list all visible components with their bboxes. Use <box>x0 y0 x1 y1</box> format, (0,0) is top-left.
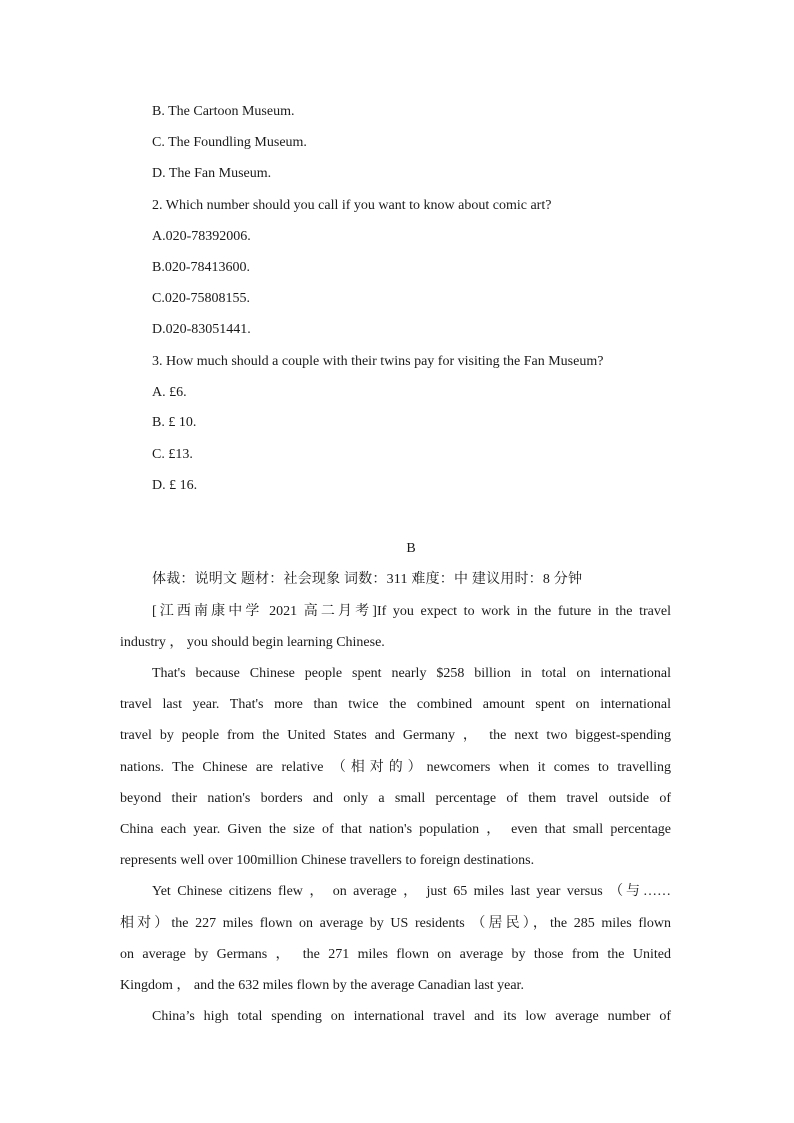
paragraph-line: travel by people from the United States and Germany ， the next two biggest-spending <box>120 728 671 743</box>
q2-stem: 2. Which number should you call if you want to know about comic art? <box>152 198 552 213</box>
paragraph-line: China’s high total spending on international travel and its low average number of <box>152 1009 671 1024</box>
q3-option-c: C. £13. <box>152 447 193 462</box>
paragraph-line: Kingdom ， and the 632 miles flown by the average Canadian last year. <box>120 978 524 993</box>
paragraph-line: 相对）the 227 miles flown on average by US residents （居民），the 285 miles flown <box>120 916 671 931</box>
paragraph-line: represents well over 100million Chinese travellers to foreign destinations. <box>120 853 535 868</box>
paragraph-line: nations. The Chinese are relative （相对的）newcomers when it comes to travelling <box>120 760 671 775</box>
q2-option-d: D.020-83051441. <box>152 322 251 337</box>
paragraph-line: industry ， you should begin learning Chinese. <box>120 635 385 650</box>
q1-option-b: B. The Cartoon Museum. <box>152 104 295 119</box>
paragraph-line: Yet Chinese citizens flew ， on average ， just 65 miles last year versus （与…… <box>152 884 671 899</box>
q3-option-b: B. £ 10. <box>152 415 197 430</box>
q3-stem: 3. How much should a couple with their twins pay for visiting the Fan Museum? <box>152 354 604 369</box>
q2-option-c: C.020-75808155. <box>152 291 250 306</box>
q1-option-d: D. The Fan Museum. <box>152 166 272 181</box>
paragraph-line: beyond their nation's borders and only a small percentage of them travel outside of <box>120 791 671 806</box>
q3-option-d: D. £ 16. <box>152 478 198 493</box>
paragraph-line: China each year. Given the size of that nation's population ， even that small percentage <box>120 822 671 837</box>
paragraph-line: That's because Chinese people spent nearly $258 billion in total on international <box>152 666 671 681</box>
paragraph-line: travel last year. That's more than twice the combined amount spent on international <box>120 697 671 712</box>
q1-option-c: C. The Foundling Museum. <box>152 135 307 150</box>
q3-option-a: A. £6. <box>152 385 187 400</box>
q2-option-b: B.020-78413600. <box>152 260 250 275</box>
paragraph-line: [江西南康中学 2021 高二月考]If you expect to work in the future in the travel <box>152 604 671 619</box>
section-heading: B <box>406 541 416 556</box>
paragraph-line: on average by Germans ， the 271 miles flown on average by those from the United <box>120 947 671 962</box>
passage-meta: 体裁：说明文 题材：社会现象 词数：311 难度：中 建议用时：8 分钟 <box>152 572 583 587</box>
q2-option-a: A.020-78392006. <box>152 229 251 244</box>
